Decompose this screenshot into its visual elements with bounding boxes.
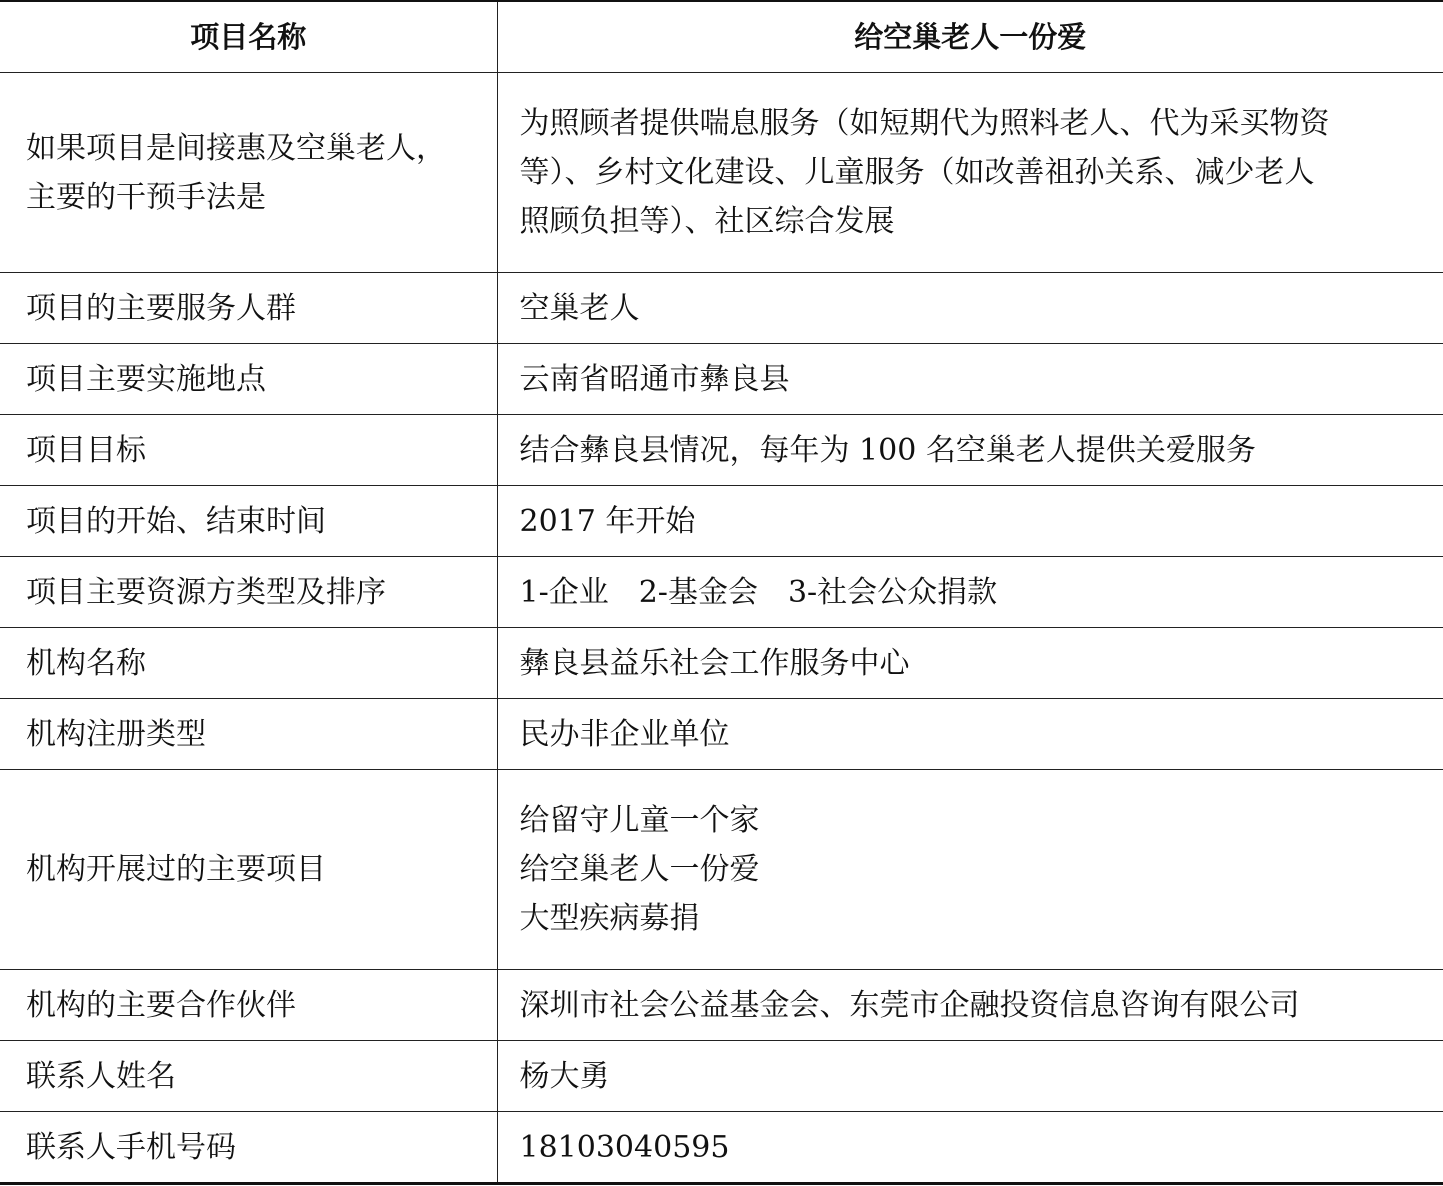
row-label: 机构名称: [0, 628, 497, 699]
row-value: 杨大勇: [497, 1041, 1443, 1112]
row-value: 云南省昭通市彝良县: [497, 344, 1443, 415]
table-row-main-projects: [0, 770, 1443, 970]
row-value-line: 等）、乡村文化建设、儿童服务（如改善祖孙关系、减少老人: [519, 155, 1315, 190]
row-label: 机构注册类型: [0, 699, 497, 770]
row-value: 结合彝良县情况，每年为 100 名空巢老人提供关爱服务: [497, 415, 1443, 486]
row-value: [497, 770, 1443, 970]
row-value: 民办非企业单位: [497, 699, 1443, 770]
row-label: 项目的主要服务人群: [0, 273, 497, 344]
table-row-service-group: [0, 273, 1443, 344]
row-label-line: 如果项目是间接惠及空巢老人，: [26, 130, 446, 166]
row-value: [497, 73, 1443, 273]
row-value-line: 大型疾病募捐: [519, 901, 700, 936]
row-label-line: 主要的干预手法是: [26, 179, 266, 215]
row-value-line: 给空巢老人一份爱: [519, 852, 760, 887]
row-value: 空巢老人: [497, 273, 1443, 344]
table-row-contact-name: [0, 1041, 1443, 1112]
table-row-partners: [0, 970, 1443, 1041]
row-value-line: 为照顾者提供喘息服务（如短期代为照料老人、代为采买物资: [519, 106, 1330, 141]
row-value-line: 照顾负担等）、社区综合发展: [519, 204, 895, 239]
row-label: 项目主要实施地点: [0, 344, 497, 415]
table-row-time: [0, 486, 1443, 557]
row-label: 项目主要资源方类型及排序: [0, 557, 497, 628]
row-value: 1-企业 2-基金会 3-社会公众捐款: [497, 557, 1443, 628]
table-row-registration-type: [0, 699, 1443, 770]
row-value: 彝良县益乐社会工作服务中心: [497, 628, 1443, 699]
row-label: 机构开展过的主要项目: [0, 770, 497, 970]
table-row-resources: [0, 557, 1443, 628]
table-row-intervention-method: [0, 73, 1443, 273]
table-header-row: [0, 1, 1443, 73]
row-value: 18103040595: [497, 1112, 1443, 1184]
table-row-location: [0, 344, 1443, 415]
header-value-cell: 给空巢老人一份爱: [497, 1, 1443, 73]
row-label: 联系人姓名: [0, 1041, 497, 1112]
table-row-contact-phone: [0, 1112, 1443, 1184]
row-label: 联系人手机号码: [0, 1112, 497, 1184]
row-value-line: 给留守儿童一个家: [519, 803, 760, 838]
table-row-goal: [0, 415, 1443, 486]
row-label: [0, 73, 497, 273]
row-value: 2017 年开始: [497, 486, 1443, 557]
row-value: 深圳市社会公益基金会、东莞市企融投资信息咨询有限公司: [497, 970, 1443, 1041]
row-label: 项目的开始、结束时间: [0, 486, 497, 557]
row-label: 项目目标: [0, 415, 497, 486]
table-row-org-name: [0, 628, 1443, 699]
row-label: 机构的主要合作伙伴: [0, 970, 497, 1041]
header-label-cell: 项目名称: [0, 1, 497, 73]
